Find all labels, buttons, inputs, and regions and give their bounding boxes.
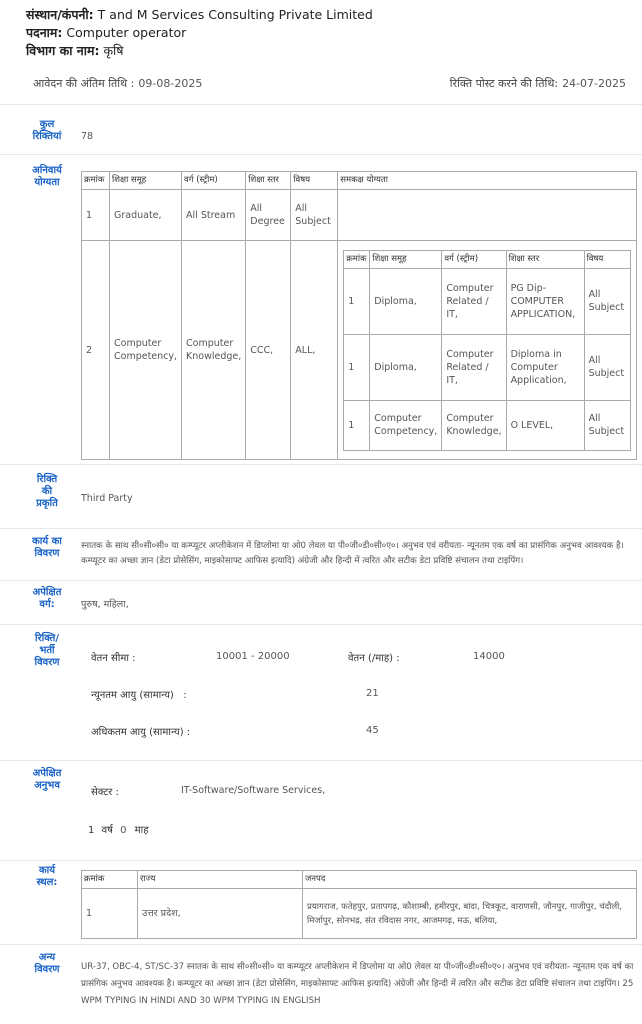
other-value: UR-37, OBC-4, ST/SC-37 स्नातक के साथ सी०सी०सी० या कम्प्यूटर अप्लीकेशन में डिप्लोमा या ओ0 लेवल या पी०जी०डी०सी०ए०। अनुभव एवं वरीयता- न्यूनतम एक वर्ष का प्रासंगिक अनुभव आवश्यक है। कम्प्यूटर का अच्छा ज्ञान (डेटा प्रोसेसिंग, माइकोसाफ्ट आफिस इत्यादि) अंग्रेजी और हिन्दी में त्वरित और सटीक डेटा प्रविष्टि संचालन तथा टाइपिंग। 25 WPM TYPING IN HINDI AND 30 WPM TYPING IN ENGLISH [81, 962, 634, 1006]
org-label: संस्थान/कंपनी: [26, 7, 94, 22]
post-value: Computer operator [66, 25, 187, 40]
nature-label: रिक्ति की प्रकृति [36, 474, 58, 509]
max-age-value: 45 [366, 725, 379, 736]
dept-line [26, 43, 124, 59]
salary-month-value: 14000 [473, 651, 505, 662]
dept-label: विभाग का नाम: [26, 43, 100, 58]
loc-header-districts: जनपद [303, 871, 637, 889]
last-date-value: 09-08-2025 [138, 77, 203, 90]
post-date-value: 24-07-2025 [562, 77, 626, 90]
sector-label: सेक्टर : [91, 787, 119, 798]
post-date [450, 76, 626, 91]
other-section [0, 944, 642, 1024]
loc-header-no: क्रमांक [82, 871, 138, 889]
experience-years: 1 [88, 825, 95, 836]
q-header-level: शिक्षा स्तर [246, 172, 291, 190]
experience-section [0, 760, 642, 860]
table-row: 1 Graduate, All Stream All Degree All Subject [82, 190, 637, 241]
qualification-label: अनिवार्य योग्यता [32, 165, 62, 188]
loc-header-state: राज्य [138, 871, 303, 889]
salary-range-value: 10001 - 20000 [216, 651, 290, 662]
equiv-cell [338, 241, 637, 460]
q-header-no: क्रमांक [82, 172, 110, 190]
q-header-group: शिक्षा समूह [110, 172, 182, 190]
location-section [0, 860, 642, 944]
post-date-label: रिक्ति पोस्ट करने की तिथि: [449, 77, 559, 90]
last-date-label: आवेदन की अंतिम तिथि : [33, 77, 135, 90]
dept-value: कृषि [103, 43, 124, 58]
job-desc-value: स्नातक के साथ सी०सी०सी० या कम्प्यूटर अप्लीकेशन में डिप्लोमा या ओ0 लेवल या पी०जी०डी०सी०ए०। अनुभव एवं वरीयता- न्यूनतम एक वर्ष का प्रासंगिक अनुभव आवश्यक है। कम्प्यूटर का अच्छा ज्ञान (डेटा प्रोसेसिंग, माइकोसाफ्ट आफिस इत्यादि) अंग्रेजी और हिन्दी में त्वरित और सटीक डेटा प्रविष्टि संचालन तथा टाइपिंग। [81, 541, 624, 566]
salary-label: रिक्ति/ भर्ती विवरण [34, 633, 60, 668]
max-age-label: अधिकतम आयु (सामान्य) : [91, 727, 191, 738]
min-age-label: न्यूनतम आयु (सामान्य) : [91, 690, 187, 701]
experience-duration [88, 822, 149, 836]
vacancies-section [0, 104, 642, 154]
experience-label: अपेक्षित अनुभव [32, 768, 62, 791]
post-label: पदनाम: [26, 25, 63, 40]
qualification-table [81, 171, 637, 460]
salary-section [0, 624, 642, 760]
post-line [26, 25, 186, 41]
equivalent-table: क्रमांक शिक्षा समूह वर्ग (स्ट्रीम) शिक्षा स्तर विषय 1 Diploma, Computer Related / IT, PG Dip-COMPUTER APPLICATION, All Subject 1 Diploma, Computer Related / IT, Diploma in Computer Application, All Subject 1 Computer Competency, Computer Knowledge, O LEVEL, All Subject [343, 250, 631, 451]
nature-section [0, 464, 642, 528]
job-desc-label: कार्य का विवरण [32, 536, 62, 559]
gender-section [0, 580, 642, 624]
q-header-stream: वर्ग (स्ट्रीम) [182, 172, 246, 190]
location-table [81, 870, 637, 939]
months-label: माह [134, 825, 149, 836]
min-age-value: 21 [366, 688, 379, 699]
salary-month-label: वेतन (/माह) : [348, 653, 400, 664]
table-row: 1 Diploma, Computer Related / IT, Diploma in Computer Application, All Subject [344, 334, 631, 400]
vacancies-label: कुल रिक्तियां [32, 119, 62, 142]
job-desc-section [0, 528, 642, 580]
experience-months: 0 [120, 825, 127, 836]
sector-value: IT-Software/Software Services, [181, 785, 326, 796]
last-date [33, 76, 202, 91]
table-row: 1 Diploma, Computer Related / IT, PG Dip-COMPUTER APPLICATION, All Subject [344, 268, 631, 334]
org-line [26, 7, 373, 23]
salary-range-label: वेतन सीमा : [91, 653, 136, 664]
q-header-equiv: समकक्ष योग्यता [338, 172, 637, 190]
q-header-subject: विषय [291, 172, 338, 190]
vacancies-value: 78 [81, 131, 94, 142]
gender-label: अपेक्षित वर्ग: [32, 587, 62, 610]
years-label: वर्ष [101, 825, 113, 836]
table-row: 1 Computer Competency, Computer Knowledge, O LEVEL, All Subject [344, 400, 631, 450]
table-row: 2 Computer Competency, Computer Knowledge, CCC, ALL, क्रमांक शिक्षा समूह वर्ग (स्ट्रीम) शिक्षा स्तर विषय 1 Diploma, Computer Related / IT, PG Dip-COMPUTER APPLICATION, All Subject 1 Diploma, Computer Related / IT, Diploma in Computer Application, All Subject 1 Computer Competency, Computer Knowledge, O LEVEL, All Subject [82, 241, 637, 460]
gender-value: पुरुष, महिला, [81, 599, 129, 610]
nature-value: Third Party [81, 493, 133, 504]
other-label: अन्य विवरण [34, 952, 60, 975]
org-value: T and M Services Consulting Private Limited [97, 7, 373, 22]
table-row: 1 उत्तर प्रदेश, प्रयागराज, फतेहपुर, प्रतापगढ़, कौशाम्बी, हमीरपुर, बांदा, चित्रकूट, वाराणसी, जौनपुर, गाजीपुर, चंदौली, मिर्जापुर, सोनभद्र, संत रविदास नगर, आजमगढ़, मऊ, बलिया, [82, 889, 637, 939]
location-label: कार्य स्थल: [36, 865, 58, 888]
date-row [33, 76, 626, 91]
qualification-section [0, 154, 642, 464]
